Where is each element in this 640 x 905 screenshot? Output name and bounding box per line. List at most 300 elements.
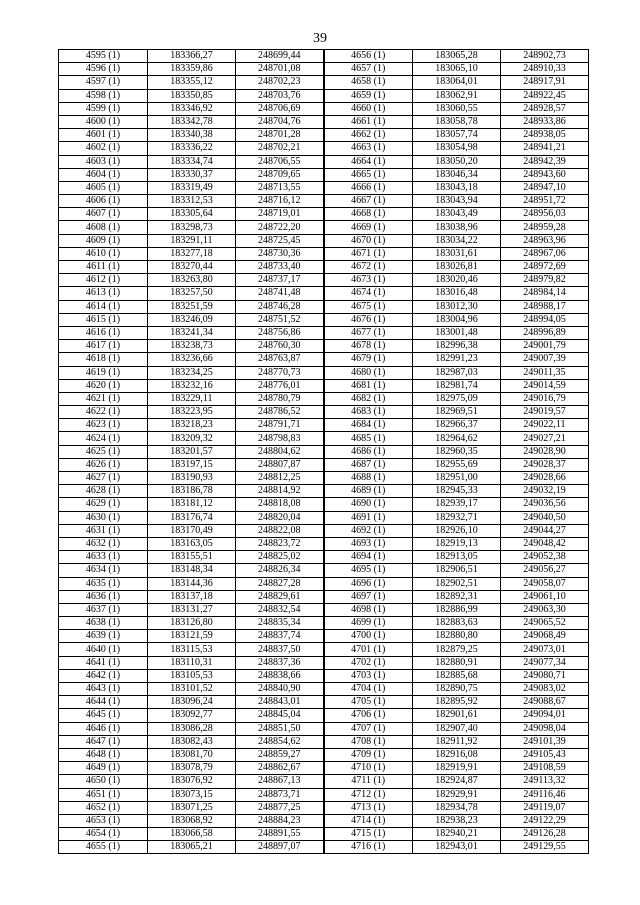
table-row bbox=[59, 340, 589, 353]
table-row bbox=[59, 511, 589, 524]
left-y-coordinate-cell: 248730,36 bbox=[236, 247, 324, 260]
right-y-coordinate-cell: 248988,17 bbox=[501, 300, 589, 313]
right-x-coordinate-cell: 183043,94 bbox=[413, 195, 501, 208]
table-row bbox=[59, 353, 589, 366]
left-point-number-cell: 4652 (1) bbox=[59, 801, 148, 814]
left-y-coordinate-cell: 248843,01 bbox=[236, 696, 324, 709]
right-y-coordinate-cell: 248942,39 bbox=[501, 155, 589, 168]
left-y-coordinate-cell: 248770,73 bbox=[236, 366, 324, 379]
left-y-coordinate-cell: 248884,23 bbox=[236, 814, 324, 827]
right-y-coordinate-cell: 248910,33 bbox=[501, 63, 589, 76]
left-y-coordinate-cell: 248701,28 bbox=[236, 129, 324, 142]
left-point-number-cell: 4595 (1) bbox=[59, 50, 148, 63]
right-x-coordinate-cell: 183060,55 bbox=[413, 102, 501, 115]
left-x-coordinate-cell: 183251,59 bbox=[148, 300, 236, 313]
right-x-coordinate-cell: 182939,17 bbox=[413, 498, 501, 511]
right-y-coordinate-cell: 248967,06 bbox=[501, 247, 589, 260]
right-point-number-cell: 4686 (1) bbox=[324, 445, 413, 458]
table-row bbox=[59, 537, 589, 550]
table-row bbox=[59, 419, 589, 432]
left-y-coordinate-cell: 248859,27 bbox=[236, 748, 324, 761]
left-point-number-cell: 4631 (1) bbox=[59, 524, 148, 537]
left-x-coordinate-cell: 183163,05 bbox=[148, 537, 236, 550]
table-row bbox=[59, 432, 589, 445]
right-x-coordinate-cell: 182955,69 bbox=[413, 458, 501, 471]
right-point-number-cell: 4691 (1) bbox=[324, 511, 413, 524]
table-row bbox=[59, 142, 589, 155]
right-x-coordinate-cell: 183050,20 bbox=[413, 155, 501, 168]
right-y-coordinate-cell: 249119,07 bbox=[501, 801, 589, 814]
right-y-coordinate-cell: 248996,89 bbox=[501, 326, 589, 339]
left-point-number-cell: 4618 (1) bbox=[59, 353, 148, 366]
right-y-coordinate-cell: 249052,38 bbox=[501, 551, 589, 564]
left-point-number-cell: 4635 (1) bbox=[59, 577, 148, 590]
right-point-number-cell: 4675 (1) bbox=[324, 300, 413, 313]
right-point-number-cell: 4703 (1) bbox=[324, 669, 413, 682]
right-y-coordinate-cell: 249101,39 bbox=[501, 735, 589, 748]
left-x-coordinate-cell: 183131,27 bbox=[148, 603, 236, 616]
table-row bbox=[59, 392, 589, 405]
left-x-coordinate-cell: 183126,80 bbox=[148, 617, 236, 630]
table-row bbox=[59, 762, 589, 775]
table-row bbox=[59, 63, 589, 76]
right-point-number-cell: 4688 (1) bbox=[324, 472, 413, 485]
left-x-coordinate-cell: 183236,66 bbox=[148, 353, 236, 366]
left-point-number-cell: 4634 (1) bbox=[59, 564, 148, 577]
left-x-coordinate-cell: 183071,25 bbox=[148, 801, 236, 814]
table-row bbox=[59, 181, 589, 194]
left-x-coordinate-cell: 183092,77 bbox=[148, 709, 236, 722]
right-x-coordinate-cell: 182987,03 bbox=[413, 366, 501, 379]
left-point-number-cell: 4622 (1) bbox=[59, 406, 148, 419]
table-row bbox=[59, 841, 589, 854]
right-y-coordinate-cell: 249016,79 bbox=[501, 392, 589, 405]
table-row bbox=[59, 115, 589, 128]
table-row bbox=[59, 735, 589, 748]
left-y-coordinate-cell: 248704,76 bbox=[236, 115, 324, 128]
right-y-coordinate-cell: 249032,19 bbox=[501, 485, 589, 498]
left-point-number-cell: 4621 (1) bbox=[59, 392, 148, 405]
right-x-coordinate-cell: 183001,48 bbox=[413, 326, 501, 339]
left-y-coordinate-cell: 248716,12 bbox=[236, 195, 324, 208]
left-y-coordinate-cell: 248837,50 bbox=[236, 643, 324, 656]
table-row bbox=[59, 669, 589, 682]
left-point-number-cell: 4617 (1) bbox=[59, 340, 148, 353]
left-x-coordinate-cell: 183181,12 bbox=[148, 498, 236, 511]
left-x-coordinate-cell: 183350,85 bbox=[148, 89, 236, 102]
right-x-coordinate-cell: 182940,21 bbox=[413, 828, 501, 841]
table-row bbox=[59, 683, 589, 696]
left-point-number-cell: 4597 (1) bbox=[59, 76, 148, 89]
right-x-coordinate-cell: 182886,99 bbox=[413, 603, 501, 616]
table-row bbox=[59, 656, 589, 669]
right-point-number-cell: 4707 (1) bbox=[324, 722, 413, 735]
right-y-coordinate-cell: 249007,39 bbox=[501, 353, 589, 366]
left-x-coordinate-cell: 183066,58 bbox=[148, 828, 236, 841]
table-row bbox=[59, 696, 589, 709]
left-point-number-cell: 4596 (1) bbox=[59, 63, 148, 76]
left-x-coordinate-cell: 183186,78 bbox=[148, 485, 236, 498]
left-y-coordinate-cell: 248719,01 bbox=[236, 208, 324, 221]
left-y-coordinate-cell: 248873,71 bbox=[236, 788, 324, 801]
table-row bbox=[59, 590, 589, 603]
left-y-coordinate-cell: 248746,28 bbox=[236, 300, 324, 313]
right-y-coordinate-cell: 249063,30 bbox=[501, 603, 589, 616]
left-point-number-cell: 4633 (1) bbox=[59, 551, 148, 564]
right-y-coordinate-cell: 249094,01 bbox=[501, 709, 589, 722]
left-x-coordinate-cell: 183263,80 bbox=[148, 274, 236, 287]
right-point-number-cell: 4672 (1) bbox=[324, 261, 413, 274]
table-row bbox=[59, 76, 589, 89]
left-y-coordinate-cell: 248751,52 bbox=[236, 313, 324, 326]
left-point-number-cell: 4598 (1) bbox=[59, 89, 148, 102]
left-y-coordinate-cell: 248756,86 bbox=[236, 326, 324, 339]
left-x-coordinate-cell: 183148,34 bbox=[148, 564, 236, 577]
right-y-coordinate-cell: 248933,86 bbox=[501, 115, 589, 128]
right-y-coordinate-cell: 249011,35 bbox=[501, 366, 589, 379]
right-x-coordinate-cell: 182919,13 bbox=[413, 537, 501, 550]
table-row bbox=[59, 261, 589, 274]
right-point-number-cell: 4670 (1) bbox=[324, 234, 413, 247]
left-x-coordinate-cell: 183229,11 bbox=[148, 392, 236, 405]
left-point-number-cell: 4628 (1) bbox=[59, 485, 148, 498]
left-y-coordinate-cell: 248706,55 bbox=[236, 155, 324, 168]
left-x-coordinate-cell: 183096,24 bbox=[148, 696, 236, 709]
left-x-coordinate-cell: 183305,64 bbox=[148, 208, 236, 221]
right-x-coordinate-cell: 182879,25 bbox=[413, 643, 501, 656]
left-x-coordinate-cell: 183291,11 bbox=[148, 234, 236, 247]
left-x-coordinate-cell: 183246,09 bbox=[148, 313, 236, 326]
right-point-number-cell: 4665 (1) bbox=[324, 168, 413, 181]
left-x-coordinate-cell: 183270,44 bbox=[148, 261, 236, 274]
left-x-coordinate-cell: 183234,25 bbox=[148, 366, 236, 379]
right-y-coordinate-cell: 249044,27 bbox=[501, 524, 589, 537]
left-y-coordinate-cell: 248840,90 bbox=[236, 683, 324, 696]
left-point-number-cell: 4655 (1) bbox=[59, 841, 148, 854]
right-point-number-cell: 4674 (1) bbox=[324, 287, 413, 300]
right-y-coordinate-cell: 249019,57 bbox=[501, 406, 589, 419]
right-x-coordinate-cell: 183016,48 bbox=[413, 287, 501, 300]
right-y-coordinate-cell: 248943,60 bbox=[501, 168, 589, 181]
left-y-coordinate-cell: 248837,36 bbox=[236, 656, 324, 669]
right-point-number-cell: 4705 (1) bbox=[324, 696, 413, 709]
right-y-coordinate-cell: 249116,46 bbox=[501, 788, 589, 801]
right-y-coordinate-cell: 249113,32 bbox=[501, 775, 589, 788]
table-row bbox=[59, 709, 589, 722]
right-x-coordinate-cell: 183057,74 bbox=[413, 129, 501, 142]
left-x-coordinate-cell: 183366,27 bbox=[148, 50, 236, 63]
left-x-coordinate-cell: 183065,21 bbox=[148, 841, 236, 854]
left-x-coordinate-cell: 183068,92 bbox=[148, 814, 236, 827]
right-y-coordinate-cell: 248947,10 bbox=[501, 181, 589, 194]
left-point-number-cell: 4644 (1) bbox=[59, 696, 148, 709]
table-row bbox=[59, 155, 589, 168]
table-row bbox=[59, 801, 589, 814]
right-y-coordinate-cell: 248938,05 bbox=[501, 129, 589, 142]
right-x-coordinate-cell: 182943,01 bbox=[413, 841, 501, 854]
table-row bbox=[59, 775, 589, 788]
right-x-coordinate-cell: 182892,31 bbox=[413, 590, 501, 603]
left-point-number-cell: 4600 (1) bbox=[59, 115, 148, 128]
right-point-number-cell: 4689 (1) bbox=[324, 485, 413, 498]
left-point-number-cell: 4609 (1) bbox=[59, 234, 148, 247]
right-point-number-cell: 4656 (1) bbox=[324, 50, 413, 63]
left-point-number-cell: 4611 (1) bbox=[59, 261, 148, 274]
right-x-coordinate-cell: 182926,10 bbox=[413, 524, 501, 537]
right-y-coordinate-cell: 249105,43 bbox=[501, 748, 589, 761]
table-row bbox=[59, 168, 589, 181]
left-x-coordinate-cell: 183277,18 bbox=[148, 247, 236, 260]
right-x-coordinate-cell: 182906,51 bbox=[413, 564, 501, 577]
right-y-coordinate-cell: 249028,37 bbox=[501, 458, 589, 471]
left-x-coordinate-cell: 183197,15 bbox=[148, 458, 236, 471]
left-x-coordinate-cell: 183319,49 bbox=[148, 181, 236, 194]
table-row bbox=[59, 814, 589, 827]
right-point-number-cell: 4693 (1) bbox=[324, 537, 413, 550]
right-point-number-cell: 4695 (1) bbox=[324, 564, 413, 577]
right-y-coordinate-cell: 249068,49 bbox=[501, 630, 589, 643]
table-row bbox=[59, 788, 589, 801]
left-point-number-cell: 4641 (1) bbox=[59, 656, 148, 669]
left-y-coordinate-cell: 248701,08 bbox=[236, 63, 324, 76]
left-point-number-cell: 4624 (1) bbox=[59, 432, 148, 445]
right-point-number-cell: 4663 (1) bbox=[324, 142, 413, 155]
left-point-number-cell: 4646 (1) bbox=[59, 722, 148, 735]
left-y-coordinate-cell: 248891,55 bbox=[236, 828, 324, 841]
right-point-number-cell: 4669 (1) bbox=[324, 221, 413, 234]
left-x-coordinate-cell: 183176,74 bbox=[148, 511, 236, 524]
left-x-coordinate-cell: 183355,12 bbox=[148, 76, 236, 89]
left-y-coordinate-cell: 248812,25 bbox=[236, 472, 324, 485]
table-row bbox=[59, 208, 589, 221]
right-point-number-cell: 4710 (1) bbox=[324, 762, 413, 775]
left-point-number-cell: 4602 (1) bbox=[59, 142, 148, 155]
right-x-coordinate-cell: 182951,00 bbox=[413, 472, 501, 485]
left-point-number-cell: 4637 (1) bbox=[59, 603, 148, 616]
left-y-coordinate-cell: 248798,83 bbox=[236, 432, 324, 445]
right-point-number-cell: 4664 (1) bbox=[324, 155, 413, 168]
left-x-coordinate-cell: 183209,32 bbox=[148, 432, 236, 445]
right-x-coordinate-cell: 182890,75 bbox=[413, 683, 501, 696]
left-point-number-cell: 4649 (1) bbox=[59, 762, 148, 775]
left-x-coordinate-cell: 183121,59 bbox=[148, 630, 236, 643]
left-x-coordinate-cell: 183190,93 bbox=[148, 472, 236, 485]
right-y-coordinate-cell: 248902,73 bbox=[501, 50, 589, 63]
right-x-coordinate-cell: 183054,98 bbox=[413, 142, 501, 155]
table-row bbox=[59, 379, 589, 392]
left-y-coordinate-cell: 248706,69 bbox=[236, 102, 324, 115]
left-x-coordinate-cell: 183115,53 bbox=[148, 643, 236, 656]
right-y-coordinate-cell: 249098,04 bbox=[501, 722, 589, 735]
right-x-coordinate-cell: 182929,91 bbox=[413, 788, 501, 801]
left-y-coordinate-cell: 248845,04 bbox=[236, 709, 324, 722]
right-point-number-cell: 4701 (1) bbox=[324, 643, 413, 656]
left-x-coordinate-cell: 183082,43 bbox=[148, 735, 236, 748]
left-point-number-cell: 4651 (1) bbox=[59, 788, 148, 801]
left-x-coordinate-cell: 183298,73 bbox=[148, 221, 236, 234]
table-row bbox=[59, 748, 589, 761]
left-y-coordinate-cell: 248776,01 bbox=[236, 379, 324, 392]
right-x-coordinate-cell: 182945,33 bbox=[413, 485, 501, 498]
left-y-coordinate-cell: 248867,13 bbox=[236, 775, 324, 788]
right-point-number-cell: 4661 (1) bbox=[324, 115, 413, 128]
left-point-number-cell: 4653 (1) bbox=[59, 814, 148, 827]
left-y-coordinate-cell: 248827,28 bbox=[236, 577, 324, 590]
left-y-coordinate-cell: 248737,17 bbox=[236, 274, 324, 287]
table-row bbox=[59, 221, 589, 234]
right-x-coordinate-cell: 183043,18 bbox=[413, 181, 501, 194]
right-x-coordinate-cell: 182932,71 bbox=[413, 511, 501, 524]
left-point-number-cell: 4627 (1) bbox=[59, 472, 148, 485]
right-point-number-cell: 4690 (1) bbox=[324, 498, 413, 511]
left-y-coordinate-cell: 248814,92 bbox=[236, 485, 324, 498]
right-y-coordinate-cell: 249056,27 bbox=[501, 564, 589, 577]
right-y-coordinate-cell: 248984,14 bbox=[501, 287, 589, 300]
left-point-number-cell: 4603 (1) bbox=[59, 155, 148, 168]
left-y-coordinate-cell: 248862,67 bbox=[236, 762, 324, 775]
right-y-coordinate-cell: 249073,01 bbox=[501, 643, 589, 656]
right-point-number-cell: 4666 (1) bbox=[324, 181, 413, 194]
page-number: 39 bbox=[313, 31, 327, 46]
right-y-coordinate-cell: 249036,56 bbox=[501, 498, 589, 511]
table-row bbox=[59, 524, 589, 537]
left-point-number-cell: 4608 (1) bbox=[59, 221, 148, 234]
left-point-number-cell: 4626 (1) bbox=[59, 458, 148, 471]
left-x-coordinate-cell: 183342,78 bbox=[148, 115, 236, 128]
right-y-coordinate-cell: 249108,59 bbox=[501, 762, 589, 775]
left-point-number-cell: 4632 (1) bbox=[59, 537, 148, 550]
left-point-number-cell: 4648 (1) bbox=[59, 748, 148, 761]
right-y-coordinate-cell: 249083,02 bbox=[501, 683, 589, 696]
left-y-coordinate-cell: 248837,74 bbox=[236, 630, 324, 643]
left-y-coordinate-cell: 248741,48 bbox=[236, 287, 324, 300]
right-point-number-cell: 4667 (1) bbox=[324, 195, 413, 208]
left-x-coordinate-cell: 183336,22 bbox=[148, 142, 236, 155]
left-point-number-cell: 4599 (1) bbox=[59, 102, 148, 115]
left-y-coordinate-cell: 248699,44 bbox=[236, 50, 324, 63]
left-x-coordinate-cell: 183223,95 bbox=[148, 406, 236, 419]
left-y-coordinate-cell: 248804,62 bbox=[236, 445, 324, 458]
right-point-number-cell: 4697 (1) bbox=[324, 590, 413, 603]
table-row bbox=[59, 300, 589, 313]
table-row bbox=[59, 603, 589, 616]
right-y-coordinate-cell: 249022,11 bbox=[501, 419, 589, 432]
left-x-coordinate-cell: 183257,50 bbox=[148, 287, 236, 300]
left-y-coordinate-cell: 248897,07 bbox=[236, 841, 324, 854]
right-x-coordinate-cell: 182981,74 bbox=[413, 379, 501, 392]
right-point-number-cell: 4694 (1) bbox=[324, 551, 413, 564]
left-x-coordinate-cell: 183078,79 bbox=[148, 762, 236, 775]
right-point-number-cell: 4712 (1) bbox=[324, 788, 413, 801]
left-y-coordinate-cell: 248854,62 bbox=[236, 735, 324, 748]
right-y-coordinate-cell: 248972,69 bbox=[501, 261, 589, 274]
left-y-coordinate-cell: 248807,87 bbox=[236, 458, 324, 471]
left-y-coordinate-cell: 248780,79 bbox=[236, 392, 324, 405]
right-x-coordinate-cell: 183020,46 bbox=[413, 274, 501, 287]
right-x-coordinate-cell: 182934,78 bbox=[413, 801, 501, 814]
right-x-coordinate-cell: 182924,87 bbox=[413, 775, 501, 788]
right-x-coordinate-cell: 183004,96 bbox=[413, 313, 501, 326]
table-row bbox=[59, 287, 589, 300]
right-y-coordinate-cell: 248963,96 bbox=[501, 234, 589, 247]
right-point-number-cell: 4699 (1) bbox=[324, 617, 413, 630]
right-y-coordinate-cell: 248959,28 bbox=[501, 221, 589, 234]
right-point-number-cell: 4716 (1) bbox=[324, 841, 413, 854]
table-row bbox=[59, 313, 589, 326]
right-y-coordinate-cell: 249065,52 bbox=[501, 617, 589, 630]
left-y-coordinate-cell: 248709,65 bbox=[236, 168, 324, 181]
right-y-coordinate-cell: 248928,57 bbox=[501, 102, 589, 115]
left-point-number-cell: 4619 (1) bbox=[59, 366, 148, 379]
table-row bbox=[59, 577, 589, 590]
left-x-coordinate-cell: 183081,70 bbox=[148, 748, 236, 761]
table-row bbox=[59, 247, 589, 260]
left-y-coordinate-cell: 248826,34 bbox=[236, 564, 324, 577]
right-point-number-cell: 4680 (1) bbox=[324, 366, 413, 379]
left-point-number-cell: 4605 (1) bbox=[59, 181, 148, 194]
right-y-coordinate-cell: 249001,79 bbox=[501, 340, 589, 353]
table-row bbox=[59, 366, 589, 379]
left-y-coordinate-cell: 248702,21 bbox=[236, 142, 324, 155]
table-row bbox=[59, 89, 589, 102]
right-x-coordinate-cell: 182916,08 bbox=[413, 748, 501, 761]
left-y-coordinate-cell: 248818,08 bbox=[236, 498, 324, 511]
right-x-coordinate-cell: 183065,28 bbox=[413, 50, 501, 63]
left-y-coordinate-cell: 248725,45 bbox=[236, 234, 324, 247]
right-y-coordinate-cell: 249080,71 bbox=[501, 669, 589, 682]
right-x-coordinate-cell: 182964,62 bbox=[413, 432, 501, 445]
left-y-coordinate-cell: 248835,34 bbox=[236, 617, 324, 630]
right-point-number-cell: 4713 (1) bbox=[324, 801, 413, 814]
right-x-coordinate-cell: 182991,23 bbox=[413, 353, 501, 366]
left-point-number-cell: 4654 (1) bbox=[59, 828, 148, 841]
table-row bbox=[59, 102, 589, 115]
right-point-number-cell: 4673 (1) bbox=[324, 274, 413, 287]
right-x-coordinate-cell: 182996,38 bbox=[413, 340, 501, 353]
table-row bbox=[59, 472, 589, 485]
table-row bbox=[59, 630, 589, 643]
table-row bbox=[59, 234, 589, 247]
right-x-coordinate-cell: 182938,23 bbox=[413, 814, 501, 827]
right-y-coordinate-cell: 249014,59 bbox=[501, 379, 589, 392]
left-x-coordinate-cell: 183346,92 bbox=[148, 102, 236, 115]
right-x-coordinate-cell: 182901,61 bbox=[413, 709, 501, 722]
left-y-coordinate-cell: 248838,66 bbox=[236, 669, 324, 682]
right-x-coordinate-cell: 183065,10 bbox=[413, 63, 501, 76]
left-y-coordinate-cell: 248713,55 bbox=[236, 181, 324, 194]
right-x-coordinate-cell: 182969,51 bbox=[413, 406, 501, 419]
right-point-number-cell: 4660 (1) bbox=[324, 102, 413, 115]
right-y-coordinate-cell: 249126,28 bbox=[501, 828, 589, 841]
table-row bbox=[59, 445, 589, 458]
left-x-coordinate-cell: 183086,28 bbox=[148, 722, 236, 735]
right-point-number-cell: 4692 (1) bbox=[324, 524, 413, 537]
right-point-number-cell: 4683 (1) bbox=[324, 406, 413, 419]
right-x-coordinate-cell: 182975,09 bbox=[413, 392, 501, 405]
table-row bbox=[59, 129, 589, 142]
coordinates-table bbox=[58, 49, 589, 854]
right-x-coordinate-cell: 183031,61 bbox=[413, 247, 501, 260]
left-point-number-cell: 4630 (1) bbox=[59, 511, 148, 524]
right-y-coordinate-cell: 249028,66 bbox=[501, 472, 589, 485]
left-x-coordinate-cell: 183340,38 bbox=[148, 129, 236, 142]
left-point-number-cell: 4625 (1) bbox=[59, 445, 148, 458]
left-point-number-cell: 4640 (1) bbox=[59, 643, 148, 656]
right-point-number-cell: 4677 (1) bbox=[324, 326, 413, 339]
left-x-coordinate-cell: 183076,92 bbox=[148, 775, 236, 788]
left-point-number-cell: 4647 (1) bbox=[59, 735, 148, 748]
right-y-coordinate-cell: 248922,45 bbox=[501, 89, 589, 102]
